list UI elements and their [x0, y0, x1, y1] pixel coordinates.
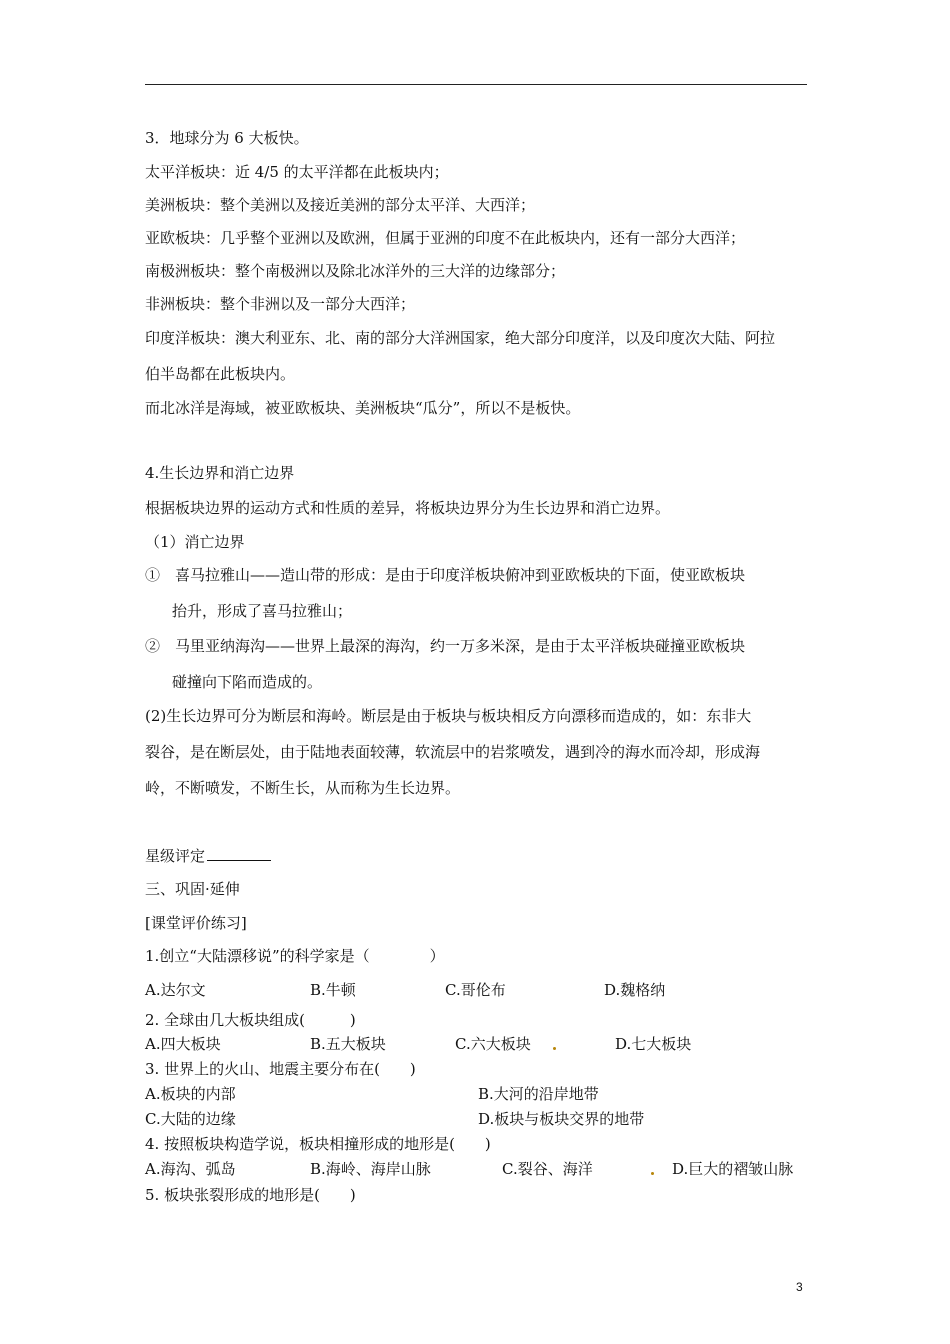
constructive-boundary-text-2: 裂谷，是在断层处，由于陆地表面较薄，软流层中的岩浆喷发，遇到冷的海水而冷却，形成海: [145, 743, 761, 761]
question-1: 1.创立“大陆漂移说”的科学家是（ ）: [145, 947, 445, 965]
practice-heading: [课堂评价练习]: [145, 914, 247, 932]
q3-option-d: D.板块与板块交界的地带: [478, 1110, 645, 1128]
q4-option-a: A.海沟、弧岛: [145, 1160, 236, 1178]
arctic-text: 而北冰洋是海域，被亚欧板块、美洲板块“瓜分”，所以不是板快。: [145, 399, 581, 417]
section4-intro: 根据板块边界的运动方式和性质的差异，将板块边界分为生长边界和消亡边界。: [145, 499, 671, 517]
q3-option-a: A.板块的内部: [145, 1085, 236, 1103]
q1-option-a: A.达尔文: [145, 981, 206, 999]
q3-option-b: B.大河的沿岸地带: [478, 1085, 599, 1103]
q1-option-c: C.哥伦布: [445, 981, 506, 999]
pacific-plate-text: 太平洋板块：近 4/5 的太平洋都在此板块内；: [145, 163, 449, 181]
himalaya-text-1: ① 喜马拉雅山——造山带的形成：是由于印度洋板块俯冲到亚欧板块的下面，使亚欧板块: [145, 566, 746, 584]
africa-plate-text: 非洲板块：整个非洲以及一部分大西洋；: [145, 295, 416, 313]
q1-option-b: B.牛顿: [310, 981, 356, 999]
q4-option-c: C.裂谷、海洋: [502, 1160, 593, 1178]
question-2: 2. 全球由几大板块组成( ): [145, 1011, 356, 1029]
section4-heading: 4.生长边界和消亡边界: [145, 464, 295, 482]
q2-option-c: C.六大板块: [455, 1035, 531, 1053]
indian-plate-text-2: 伯半岛都在此板块内。: [145, 365, 296, 383]
q1-option-d: D.魏格纳: [604, 981, 666, 999]
constructive-boundary-text-1: (2)生长边界可分为断层和海岭。断层是由于板块与板块相反方向漂移而造成的，如：东非大: [145, 707, 752, 725]
america-plate-text: 美洲板块：整个美洲以及接近美洲的部分太平洋、大西洋；: [145, 196, 536, 214]
mariana-text-2: 碰撞向下陷而造成的。: [172, 673, 323, 691]
q4-option-d: D.巨大的褶皱山脉: [672, 1160, 794, 1178]
question-3: 3. 世界上的火山、地震主要分布在( ): [145, 1060, 416, 1078]
star-rating-line: [145, 846, 271, 866]
eurasia-plate-text: 亚欧板块：几乎整个亚洲以及欧洲，但属于亚洲的印度不在此板块内，还有一部分大西洋；: [145, 229, 746, 247]
mariana-text-1: ② 马里亚纳海沟——世界上最深的海沟，约一万多米深，是由于太平洋板块碰撞亚欧板块: [145, 637, 746, 655]
antarctic-plate-text: 南极洲板块：整个南极洲以及除北冰洋外的三大洋的边缘部分；: [145, 262, 566, 280]
constructive-boundary-text-3: 岭，不断喷发，不断生长，从而称为生长边界。: [145, 779, 461, 797]
q2-option-a: A.四大板块: [145, 1035, 221, 1053]
page-number: 3: [796, 1280, 803, 1294]
q4-option-b: B.海岭、海岸山脉: [310, 1160, 431, 1178]
q3-option-c: C.大陆的边缘: [145, 1110, 236, 1128]
rating-blank: [207, 846, 271, 861]
question-5: 5. 板块张裂形成的地形是( ): [145, 1186, 356, 1204]
indian-plate-text-1: 印度洋板块：澳大利亚东、北、南的部分大洋洲国家，绝大部分印度洋，以及印度次大陆、阿拉: [145, 329, 776, 347]
header-rule: [145, 84, 807, 85]
decorative-dot: [553, 1047, 556, 1050]
q2-option-d: D.七大板块: [615, 1035, 692, 1053]
section3-heading: 3．地球分为 6 大板快。: [145, 129, 309, 147]
himalaya-text-2: 抬升，形成了喜马拉雅山；: [172, 602, 353, 620]
destructive-boundary-heading: （1）消亡边界: [145, 533, 245, 551]
decorative-dot: [651, 1172, 654, 1175]
part3-heading: 三、巩固·延伸: [145, 880, 240, 898]
star-rating-label: 星级评定: [145, 847, 206, 865]
q2-option-b: B.五大板块: [310, 1035, 386, 1053]
question-4: 4. 按照板块构造学说，板块相撞形成的地形是( ): [145, 1135, 491, 1153]
